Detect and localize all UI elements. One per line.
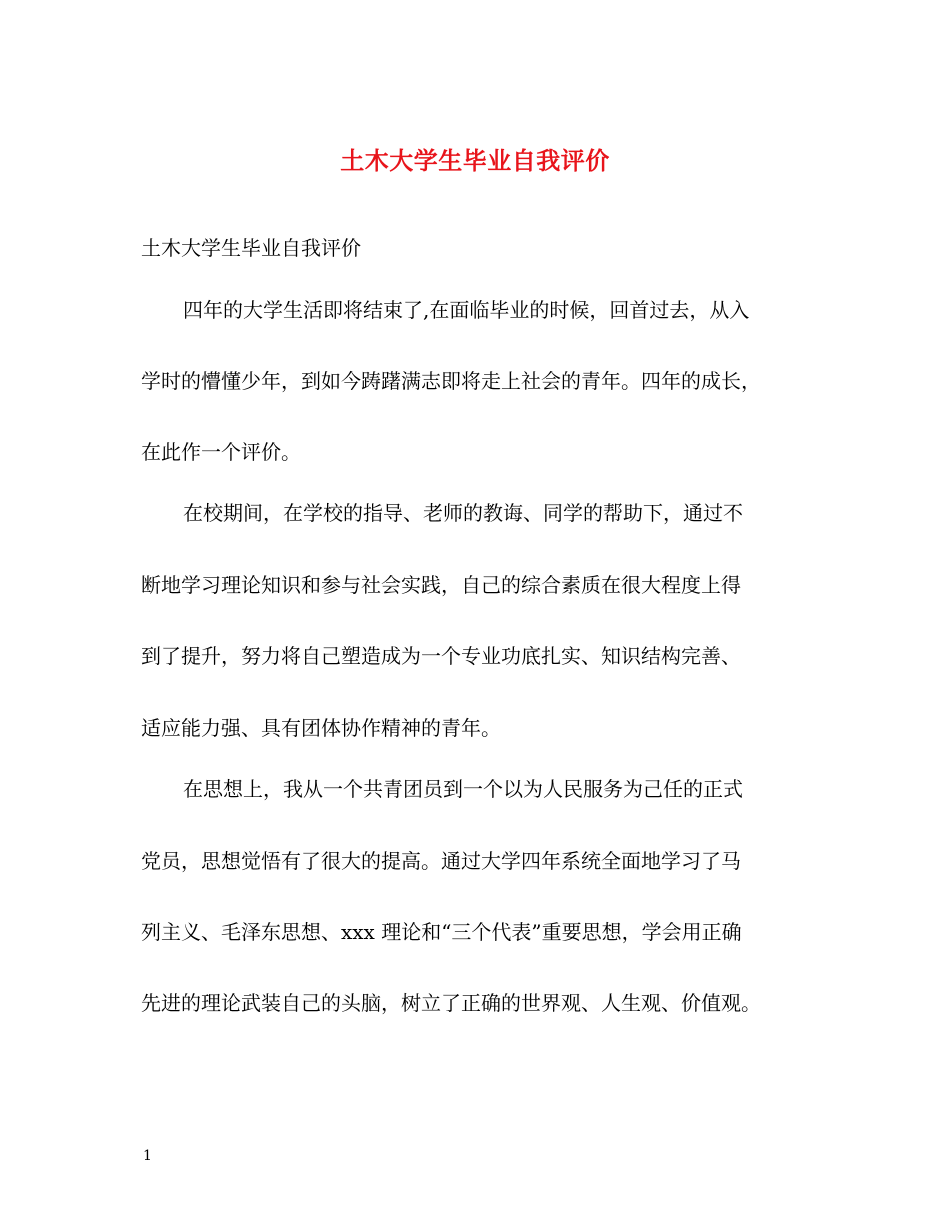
paragraph-2-line-4: 适应能力强、具有团体协作精神的青年。: [141, 716, 501, 740]
page-number: 1: [143, 1148, 152, 1164]
paragraph-3-line-1: 在思想上，我从一个共青团员到一个以为人民服务为己任的正式: [183, 777, 743, 801]
document-subtitle: 土木大学生毕业自我评价: [141, 236, 361, 260]
paragraph-2-line-2: 断地学习理论知识和参与社会实践，自己的综合素质在很大程度上得: [141, 573, 741, 597]
paragraph-1-line-2: 学时的懵懂少年，到如今踌躇满志即将走上社会的青年。四年的成长，: [141, 369, 761, 393]
paragraph-2-line-1: 在校期间，在学校的指导、老师的教诲、同学的帮助下，通过不: [183, 501, 743, 525]
paragraph-1-line-1: 四年的大学生活即将结束了,在面临毕业的时候，回首过去，从入: [183, 298, 750, 322]
paragraph-2-line-3: 到了提升，努力将自己塑造成为一个专业功底扎实、知识结构完善、: [141, 644, 741, 668]
paragraph-3-line-2: 党员，思想觉悟有了很大的提高。通过大学四年系统全面地学习了马: [141, 849, 741, 873]
paragraph-3-line-4: 先进的理论武装自己的头脑，树立了正确的世界观、人生观、价值观。: [141, 991, 761, 1015]
document-title: 土木大学生毕业自我评价: [340, 146, 610, 175]
paragraph-1-line-3: 在此作一个评价。: [141, 440, 301, 464]
paragraph-3-line-3: 列主义、毛泽东思想、xxx 理论和“三个代表”重要思想，学会用正确: [141, 920, 742, 944]
